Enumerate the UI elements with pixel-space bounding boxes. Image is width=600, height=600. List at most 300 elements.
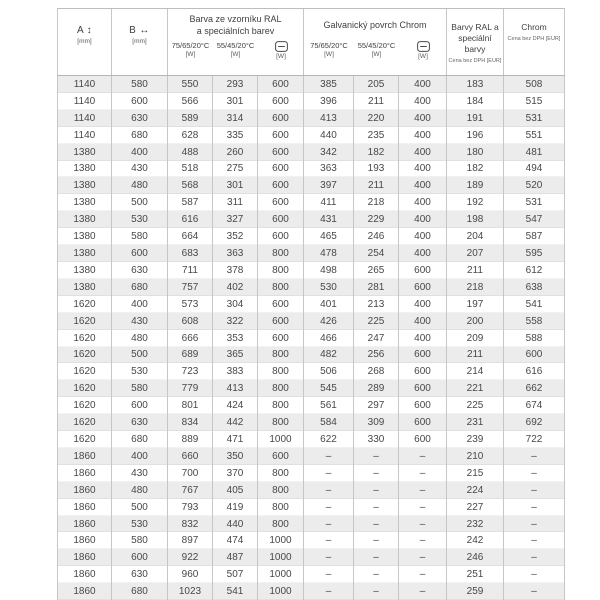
table-cell: 1140 — [57, 93, 112, 110]
table-cell: 180 — [447, 144, 504, 161]
table-cell: 531 — [504, 110, 565, 127]
table-cell: 247 — [354, 330, 399, 347]
header-price-ral — [447, 9, 504, 75]
table-row — [57, 279, 565, 296]
subheader-unit: [W] — [276, 53, 286, 60]
table-cell: 530 — [112, 211, 168, 228]
group-chrom-subheaders — [304, 41, 446, 75]
table-cell: 400 — [399, 76, 447, 93]
table-cell: 1000 — [258, 549, 304, 566]
table-cell: 471 — [213, 431, 258, 448]
table-cell: 335 — [213, 127, 258, 144]
table-cell: 1000 — [258, 431, 304, 448]
table-cell: 494 — [504, 161, 565, 178]
header-group-chrom — [304, 9, 447, 75]
table-cell: 500 — [112, 499, 168, 516]
table-cell: 960 — [168, 566, 213, 583]
table-cell: 550 — [168, 76, 213, 93]
col-a-unit: [mm] — [77, 38, 92, 45]
table-row — [57, 177, 565, 194]
table-cell: – — [304, 583, 354, 600]
header-col-b — [112, 9, 168, 75]
table-cell: 478 — [304, 245, 354, 262]
table-cell: 587 — [504, 228, 565, 245]
table-cell: 600 — [399, 431, 447, 448]
table-cell: 397 — [304, 177, 354, 194]
table-cell: 1140 — [57, 76, 112, 93]
table-row — [57, 414, 565, 431]
table-cell: 487 — [213, 549, 258, 566]
table-cell: 1000 — [258, 566, 304, 583]
subheader-temp: 75/65/20°C — [171, 41, 210, 50]
table-cell: – — [354, 566, 399, 583]
table-cell: 242 — [447, 532, 504, 549]
table-cell: 801 — [168, 397, 213, 414]
table-row — [57, 347, 565, 364]
table-cell: 275 — [213, 161, 258, 178]
table-cell: 580 — [112, 76, 168, 93]
table-row — [57, 211, 565, 228]
table-cell: – — [504, 583, 565, 600]
table-cell: 622 — [304, 431, 354, 448]
table-cell: 218 — [354, 194, 399, 211]
table-cell: 922 — [168, 549, 213, 566]
table-cell: 580 — [112, 532, 168, 549]
table-cell: 793 — [168, 499, 213, 516]
table-cell: 1000 — [258, 532, 304, 549]
table-cell: 630 — [112, 262, 168, 279]
table-cell: 551 — [504, 127, 565, 144]
subheader-chrom-75 — [304, 41, 354, 75]
table-cell: 600 — [112, 397, 168, 414]
table-cell: 1380 — [57, 161, 112, 178]
table-cell: 214 — [447, 363, 504, 380]
table-cell: 680 — [112, 583, 168, 600]
group-ral-subheaders — [168, 41, 303, 75]
table-cell: 800 — [258, 262, 304, 279]
table-row — [57, 245, 565, 262]
table-cell: 600 — [258, 194, 304, 211]
table-cell: 400 — [399, 127, 447, 144]
table-cell: 400 — [399, 330, 447, 347]
header-col-a — [57, 9, 112, 75]
table-cell: 204 — [447, 228, 504, 245]
table-cell: 600 — [399, 363, 447, 380]
table-cell: 378 — [213, 262, 258, 279]
table-cell: 800 — [258, 397, 304, 414]
table-cell: – — [399, 465, 447, 482]
table-cell: 1620 — [57, 380, 112, 397]
table-cell: 508 — [504, 76, 565, 93]
table-cell: 616 — [504, 363, 565, 380]
table-row — [57, 532, 565, 549]
table-cell: 221 — [447, 380, 504, 397]
table-cell: 1860 — [57, 566, 112, 583]
table-cell: 800 — [258, 363, 304, 380]
table-cell: 530 — [112, 363, 168, 380]
table-cell: – — [304, 448, 354, 465]
table-row — [57, 144, 565, 161]
table-cell: 405 — [213, 482, 258, 499]
table-cell: – — [354, 532, 399, 549]
table-cell: 600 — [258, 177, 304, 194]
group-ral-title-line1: Barva ze vzorníku RAL — [189, 14, 282, 25]
table-cell: 225 — [447, 397, 504, 414]
table-cell: 363 — [213, 245, 258, 262]
table-cell: 600 — [399, 262, 447, 279]
table-row — [57, 397, 565, 414]
table-row — [57, 330, 565, 347]
price-ral-line2: speciální barvy — [458, 33, 492, 55]
table-cell: 680 — [112, 431, 168, 448]
table-cell: 218 — [447, 279, 504, 296]
table-cell: 1620 — [57, 414, 112, 431]
table-row — [57, 161, 565, 178]
table-cell: 400 — [399, 161, 447, 178]
table-cell: 224 — [447, 482, 504, 499]
table-cell: 431 — [304, 211, 354, 228]
table-cell: 350 — [213, 448, 258, 465]
table-cell: 322 — [213, 313, 258, 330]
table-cell: 587 — [168, 194, 213, 211]
table-cell: 220 — [354, 110, 399, 127]
table-cell: 757 — [168, 279, 213, 296]
table-cell: 595 — [504, 245, 565, 262]
table-cell: 205 — [354, 76, 399, 93]
table-cell: 210 — [447, 448, 504, 465]
table-cell: 566 — [168, 93, 213, 110]
table-cell: 400 — [399, 228, 447, 245]
table-cell: 531 — [504, 194, 565, 211]
table-cell: 1860 — [57, 532, 112, 549]
table-cell: 480 — [112, 482, 168, 499]
table-row — [57, 499, 565, 516]
table-cell: 1620 — [57, 397, 112, 414]
table-cell: 800 — [258, 279, 304, 296]
table-cell: 232 — [447, 516, 504, 533]
table-cell: 600 — [258, 76, 304, 93]
table-cell: 662 — [504, 380, 565, 397]
table-row — [57, 566, 565, 583]
table-cell: 301 — [213, 93, 258, 110]
table-row — [57, 127, 565, 144]
table-cell: 779 — [168, 380, 213, 397]
table-cell: 182 — [354, 144, 399, 161]
table-cell: 1380 — [57, 279, 112, 296]
table-cell: 660 — [168, 448, 213, 465]
group-chrom-title — [323, 9, 426, 41]
table-cell: – — [399, 549, 447, 566]
table-cell: 506 — [304, 363, 354, 380]
table-cell: 584 — [304, 414, 354, 431]
table-cell: 700 — [168, 465, 213, 482]
table-cell: 600 — [258, 448, 304, 465]
table-cell: 184 — [447, 93, 504, 110]
table-row — [57, 313, 565, 330]
table-cell: 430 — [112, 465, 168, 482]
table-cell: 314 — [213, 110, 258, 127]
table-cell: 541 — [504, 296, 565, 313]
table-cell: 400 — [112, 144, 168, 161]
table-cell: 800 — [258, 245, 304, 262]
table-cell: 800 — [258, 499, 304, 516]
table-cell: 400 — [112, 448, 168, 465]
table-cell: 1380 — [57, 144, 112, 161]
table-cell: 365 — [213, 347, 258, 364]
table-cell: – — [354, 516, 399, 533]
table-cell: 800 — [258, 347, 304, 364]
table-cell: – — [354, 448, 399, 465]
table-cell: 189 — [447, 177, 504, 194]
subheader-temp: 55/45/20°C — [357, 41, 396, 50]
table-cell: 689 — [168, 347, 213, 364]
table-row — [57, 363, 565, 380]
table-row — [57, 431, 565, 448]
subheader-temp: 55/45/20°C — [216, 41, 255, 50]
table-cell: 600 — [258, 144, 304, 161]
table-cell: 239 — [447, 431, 504, 448]
table-cell: 638 — [504, 279, 565, 296]
price-ral-line1: Barvy RAL a — [451, 22, 499, 32]
table-cell: 800 — [258, 414, 304, 431]
table-cell: 674 — [504, 397, 565, 414]
table-cell: 1860 — [57, 499, 112, 516]
table-cell: 411 — [304, 194, 354, 211]
subheader-ral-electric — [258, 41, 304, 75]
table-cell: 235 — [354, 127, 399, 144]
table-cell: 211 — [354, 93, 399, 110]
table-cell: 1380 — [57, 177, 112, 194]
table-cell: 600 — [399, 380, 447, 397]
table-cell: 352 — [213, 228, 258, 245]
table-cell: – — [399, 583, 447, 600]
table-cell: 301 — [213, 177, 258, 194]
table-row — [57, 482, 565, 499]
table-cell: 400 — [399, 194, 447, 211]
table-row — [57, 228, 565, 245]
table-cell: 1860 — [57, 482, 112, 499]
table-cell: 530 — [112, 516, 168, 533]
table-cell: 600 — [399, 397, 447, 414]
table-cell: 246 — [447, 549, 504, 566]
table-cell: 1860 — [57, 465, 112, 482]
table-cell: 370 — [213, 465, 258, 482]
table-cell: 480 — [112, 177, 168, 194]
table-cell: 600 — [112, 549, 168, 566]
table-cell: 834 — [168, 414, 213, 431]
table-cell: 545 — [304, 380, 354, 397]
table-cell: – — [399, 499, 447, 516]
table-cell: 281 — [354, 279, 399, 296]
table-cell: – — [504, 499, 565, 516]
table-cell: – — [504, 448, 565, 465]
table-row — [57, 516, 565, 533]
table-cell: 600 — [112, 245, 168, 262]
table-cell: 400 — [399, 313, 447, 330]
table-cell: 600 — [258, 161, 304, 178]
table-cell: 692 — [504, 414, 565, 431]
table-cell: 897 — [168, 532, 213, 549]
table-cell: 680 — [112, 279, 168, 296]
table-cell: 1000 — [258, 583, 304, 600]
table-cell: 309 — [354, 414, 399, 431]
subheader-ral-75 — [168, 41, 213, 75]
table-cell: 363 — [304, 161, 354, 178]
table-cell: 600 — [112, 93, 168, 110]
table-cell: 722 — [504, 431, 565, 448]
price-ral-subtitle: Cena bez DPH [EUR] — [448, 58, 502, 65]
table-cell: 200 — [447, 313, 504, 330]
table-cell: 800 — [258, 465, 304, 482]
table-cell: 197 — [447, 296, 504, 313]
table-cell: 440 — [304, 127, 354, 144]
table-cell: 353 — [213, 330, 258, 347]
table-cell: 251 — [447, 566, 504, 583]
table-row — [57, 110, 565, 127]
table-cell: 225 — [354, 313, 399, 330]
table-cell: 211 — [447, 347, 504, 364]
table-cell: 558 — [504, 313, 565, 330]
table-cell: 1860 — [57, 583, 112, 600]
table-cell: 196 — [447, 127, 504, 144]
table-cell: 465 — [304, 228, 354, 245]
table-cell: 600 — [258, 127, 304, 144]
table-cell: – — [504, 465, 565, 482]
table-cell: 430 — [112, 313, 168, 330]
table-cell: – — [304, 532, 354, 549]
table-cell: 229 — [354, 211, 399, 228]
col-a-label: A ↕ — [76, 25, 93, 36]
table-cell: 520 — [504, 177, 565, 194]
table-cell: 561 — [304, 397, 354, 414]
table-cell: 600 — [258, 93, 304, 110]
table-cell: 419 — [213, 499, 258, 516]
table-cell: 588 — [504, 330, 565, 347]
header-group-ral — [168, 9, 304, 75]
group-ral-title-line2: a speciálních barev — [196, 26, 275, 36]
subheader-unit: [W] — [185, 51, 196, 58]
table-cell: 1620 — [57, 363, 112, 380]
table-cell: 413 — [213, 380, 258, 397]
table-cell: 466 — [304, 330, 354, 347]
table-cell: 211 — [354, 177, 399, 194]
table-cell: 767 — [168, 482, 213, 499]
table-cell: 600 — [258, 330, 304, 347]
col-b-unit: [mm] — [132, 38, 147, 45]
table-cell: 800 — [258, 516, 304, 533]
table-cell: 530 — [304, 279, 354, 296]
table-cell: 1140 — [57, 127, 112, 144]
table-cell: 541 — [213, 583, 258, 600]
table-cell: 488 — [168, 144, 213, 161]
table-cell: 630 — [112, 414, 168, 431]
table-cell: – — [304, 516, 354, 533]
table-cell: 711 — [168, 262, 213, 279]
table-cell: 474 — [213, 532, 258, 549]
table-cell: 630 — [112, 110, 168, 127]
table-cell: 1620 — [57, 330, 112, 347]
group-chrom-title-line: Galvanický povrch Chrom — [323, 20, 427, 31]
table-cell: 600 — [258, 211, 304, 228]
table-cell: 254 — [354, 245, 399, 262]
table-cell: 889 — [168, 431, 213, 448]
table-cell: 215 — [447, 465, 504, 482]
table-cell: – — [304, 549, 354, 566]
table-cell: 573 — [168, 296, 213, 313]
table-cell: – — [354, 583, 399, 600]
table-cell: 400 — [399, 93, 447, 110]
table-cell: – — [399, 516, 447, 533]
table-cell: 600 — [399, 414, 447, 431]
group-ral-title — [189, 9, 281, 41]
table-cell: – — [304, 499, 354, 516]
table-cell: 400 — [112, 296, 168, 313]
table-row — [57, 93, 565, 110]
table-cell: 664 — [168, 228, 213, 245]
table-cell: 1380 — [57, 262, 112, 279]
table-cell: 1620 — [57, 347, 112, 364]
table-cell: 600 — [399, 347, 447, 364]
table-cell: 612 — [504, 262, 565, 279]
table-cell: 800 — [258, 482, 304, 499]
table-cell: 515 — [504, 93, 565, 110]
table-cell: 1860 — [57, 448, 112, 465]
table-cell: 600 — [258, 296, 304, 313]
table-cell: 683 — [168, 245, 213, 262]
table-cell: 231 — [447, 414, 504, 431]
table-cell: 498 — [304, 262, 354, 279]
table-cell: 297 — [354, 397, 399, 414]
table-cell: 256 — [354, 347, 399, 364]
table-cell: 1380 — [57, 245, 112, 262]
table-cell: 401 — [304, 296, 354, 313]
table-cell: 600 — [258, 228, 304, 245]
table-cell: 209 — [447, 330, 504, 347]
table-cell: 311 — [213, 194, 258, 211]
table-cell: 304 — [213, 296, 258, 313]
table-cell: 608 — [168, 313, 213, 330]
table-cell: 330 — [354, 431, 399, 448]
table-cell: – — [399, 448, 447, 465]
table-cell: 396 — [304, 93, 354, 110]
table-cell: 723 — [168, 363, 213, 380]
table-cell: 400 — [399, 211, 447, 228]
table-cell: 666 — [168, 330, 213, 347]
table-cell: 600 — [258, 313, 304, 330]
table-cell: 480 — [112, 330, 168, 347]
table-row — [57, 465, 565, 482]
table-cell: 500 — [112, 194, 168, 211]
table-cell: 413 — [304, 110, 354, 127]
table-cell: – — [399, 482, 447, 499]
table-cell: – — [504, 549, 565, 566]
subheader-chrom-55 — [354, 41, 399, 75]
table-cell: 628 — [168, 127, 213, 144]
table-cell: 402 — [213, 279, 258, 296]
table-row — [57, 448, 565, 465]
table-cell: 616 — [168, 211, 213, 228]
table-cell: – — [304, 465, 354, 482]
table-cell: 1860 — [57, 516, 112, 533]
table-cell: 1860 — [57, 549, 112, 566]
table-row — [57, 76, 565, 93]
table-cell: 1023 — [168, 583, 213, 600]
table-cell: 426 — [304, 313, 354, 330]
table-cell: – — [399, 566, 447, 583]
table-cell: 1620 — [57, 313, 112, 330]
table-cell: – — [354, 482, 399, 499]
table-cell: 1380 — [57, 211, 112, 228]
